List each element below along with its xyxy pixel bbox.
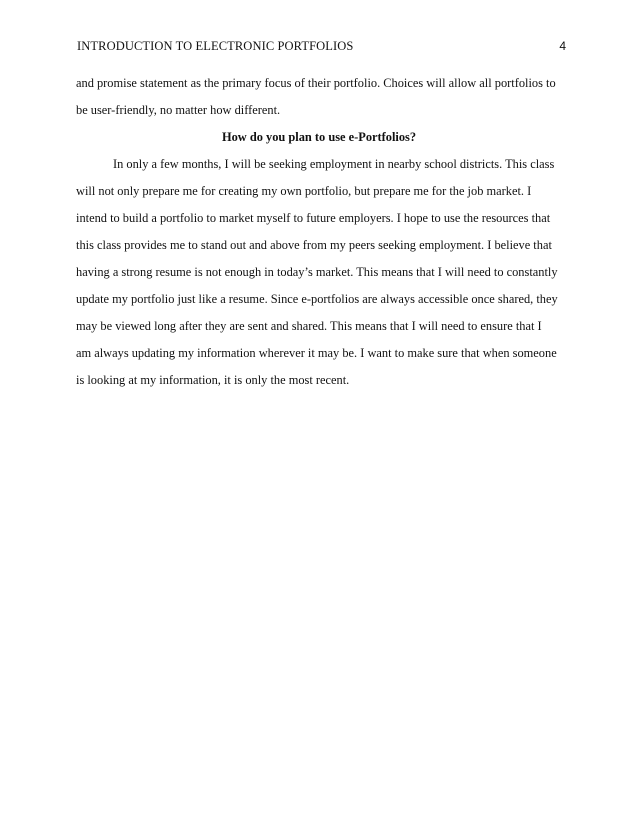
page-number: 4 [559,39,566,53]
section-heading: How do you plan to use e-Portfolios? [221,130,417,144]
text-line: is looking at my information, it is only the most recent. [76,373,350,387]
text-line: may be viewed long after they are sent and shared. This means that I will need to ensure that I [76,319,542,333]
text-line: intend to build a portfolio to market myself to future employers. I hope to use the resources that [76,211,551,225]
paragraph-intro-continuation [76,70,562,124]
document-body [76,70,562,394]
running-head: INTRODUCTION TO ELECTRONIC PORTFOLIOS [77,39,354,53]
text-line: be user-friendly, no matter how different. [76,103,281,117]
paragraph-plan [76,151,562,394]
text-line: this class provides me to stand out and above from my peers seeking employment. I believe that [76,238,552,252]
text-line: will not only prepare me for creating my own portfolio, but prepare me for the job market. I [76,184,532,198]
text-line: am always updating my information wherever it may be. I want to make sure that when someone [76,346,557,360]
text-line: and promise statement as the primary focus of their portfolio. Choices will allow all portfolios to [76,76,556,90]
text-line: having a strong resume is not enough in today’s market. This means that I will need to constantly [76,265,558,279]
text-line: update my portfolio just like a resume. Since e-portfolios are always accessible once shared, they [76,292,558,306]
text-line: In only a few months, I will be seeking employment in nearby school districts. This class [113,157,555,171]
